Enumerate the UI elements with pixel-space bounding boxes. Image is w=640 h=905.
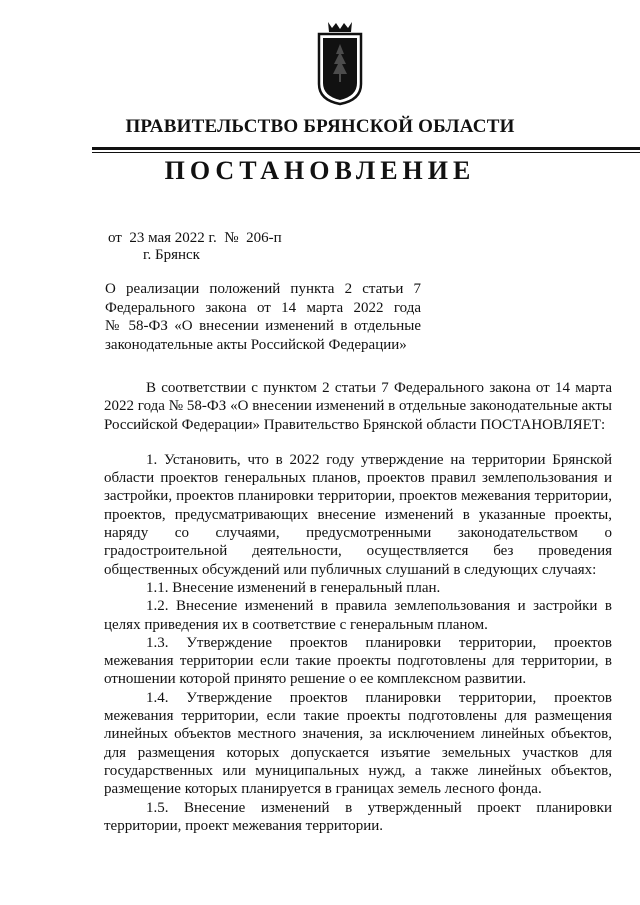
clause-1-5: 1.5. Внесение изменений в утвержденный проект планировки территории, проект межевания территории. bbox=[104, 799, 612, 834]
subject-line: № 58-ФЗ «О внесении изменений в отдельные bbox=[105, 318, 421, 334]
document-type-title: ПОСТАНОВЛЕНИЕ bbox=[164, 156, 476, 185]
document-subject bbox=[105, 280, 421, 354]
document-date-number: от 23 мая 2022 г. № 206-п bbox=[108, 230, 282, 246]
clause-1-2: 1.2. Внесение изменений в правила землепользования и застройки в целях приведения их в соответствие с генеральным планом. bbox=[104, 598, 612, 633]
clause-1-4: 1.4. Утверждение проектов планировки территории, проектов межевания территории, если такие проекты подготовлены для размещения линейных объектов местного значения, за исключением линейных объектов, для размещения которых допускается изъятие земельных участков для государственных или муниципальных нужд, а также линейных объектов, размещение которых планируется в границах земель лесного фонда. bbox=[104, 689, 612, 798]
coat-of-arms-icon bbox=[314, 20, 366, 106]
document-city: г. Брянск bbox=[143, 247, 200, 263]
header-divider-thin bbox=[92, 152, 640, 153]
organization-title: ПРАВИТЕЛЬСТВО БРЯНСКОЙ ОБЛАСТИ bbox=[125, 116, 515, 137]
subject-line: О реализации положений пункта 2 статьи 7 bbox=[105, 281, 421, 297]
subject-line: законодательные акты Российской Федерации» bbox=[105, 336, 407, 353]
clause-1: 1. Установить, что в 2022 году утверждение на территории Брянской области проектов генеральных планов, проектов правил землепользования и застройки, проектов планировки территории, проектов межевания территории, проектов, предусматривающих внесение изменений в указанные проекты, наряду со случаями, предусмотренными законодательством о градостроительной деятельности, осуществляется без проведения общественных обсуждений или публичных слушаний в следующих случаях: bbox=[104, 451, 612, 578]
preamble-paragraph: В соответствии с пунктом 2 статьи 7 Федерального закона от 14 марта 2022 года № 58-ФЗ «О внесении изменений в отдельные законодательные акты Российской Федерации» Правительство Брянской области ПОСТАНОВЛЯЕТ: bbox=[104, 380, 612, 433]
subject-line: Федерального закона от 14 марта 2022 года bbox=[105, 299, 421, 316]
clause-1-1: 1.1. Внесение изменений в генеральный план. bbox=[146, 579, 441, 596]
header-divider-thick bbox=[92, 147, 640, 150]
document-body bbox=[104, 379, 612, 835]
clause-1-3: 1.3. Утверждение проектов планировки территории, проектов межевания территории если такие проекты подготовлены для территории, в отношении которой принято решение о ее комплексном развитии. bbox=[104, 634, 612, 688]
